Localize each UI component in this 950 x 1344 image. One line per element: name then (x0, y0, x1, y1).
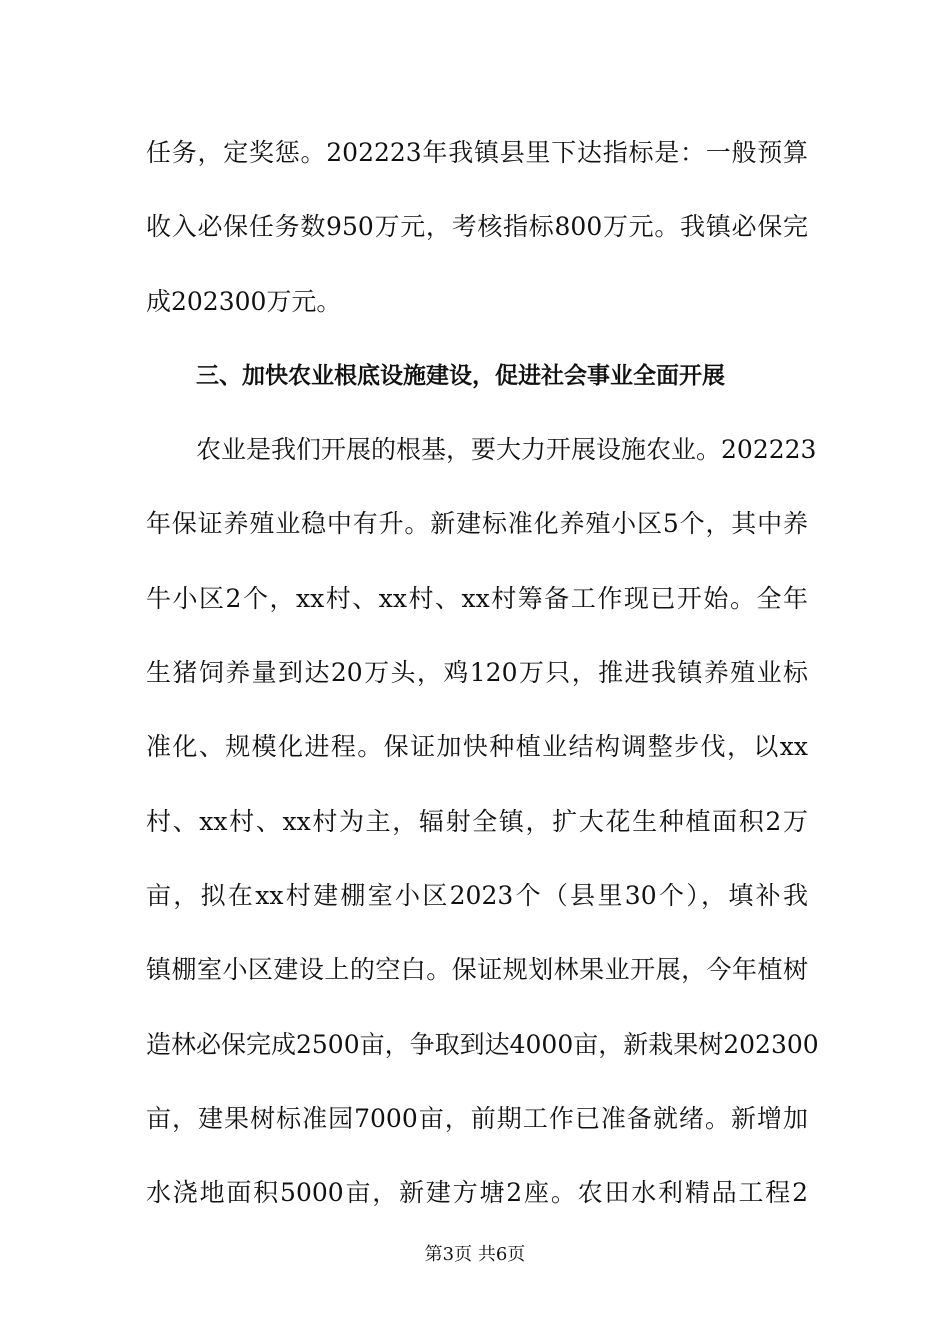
text-line: 亩，拟在xx村建棚室小区2023个（县里30个），填补我 (146, 880, 808, 910)
text-line: 村、xx村、xx村为主，辐射全镇，扩大花生种植面积2万 (146, 806, 808, 836)
text-line: 生猪饲养量到达20万头，鸡120万只，推进我镇养殖业标 (146, 658, 808, 688)
page-footer: 第3页 共6页 (424, 1244, 526, 1265)
text-line: 任务，定奖惩。202223年我镇县里下达指标是：一般预算 (146, 138, 808, 167)
text-line: 造林必保完成2500亩，争取到达4000亩，新栽果树202300 (146, 1029, 819, 1059)
text-line: 牛小区2个，xx村、xx村、xx村筹备工作现已开始。全年 (146, 583, 808, 613)
text-line: 农业是我们开展的根基，要大力开展设施农业。202223 (196, 435, 817, 465)
text-line: 准化、规模化进程。保证加快种植业结构调整步伐，以xx (146, 732, 808, 762)
text-line: 镇棚室小区建设上的空白。保证规划林果业开展，今年植树 (146, 955, 808, 985)
text-line: 年保证养殖业稳中有升。新建标准化养殖小区5个，其中养 (146, 509, 808, 539)
document-body (146, 116, 819, 1230)
text-line: 水浇地面积5000亩，新建方塘2座。农田水利精品工程2 (146, 1178, 808, 1208)
text-line: 收入必保任务数950万元，考核指标800万元。我镇必保完 (146, 212, 808, 242)
section-heading: 三、加快农业根底设施建设，促进社会事业全面开展 (196, 362, 725, 389)
text-line: 成202300万元。 (146, 286, 342, 316)
text-line: 亩，建果树标准园7000亩，前期工作已准备就绪。新增加 (146, 1103, 808, 1133)
